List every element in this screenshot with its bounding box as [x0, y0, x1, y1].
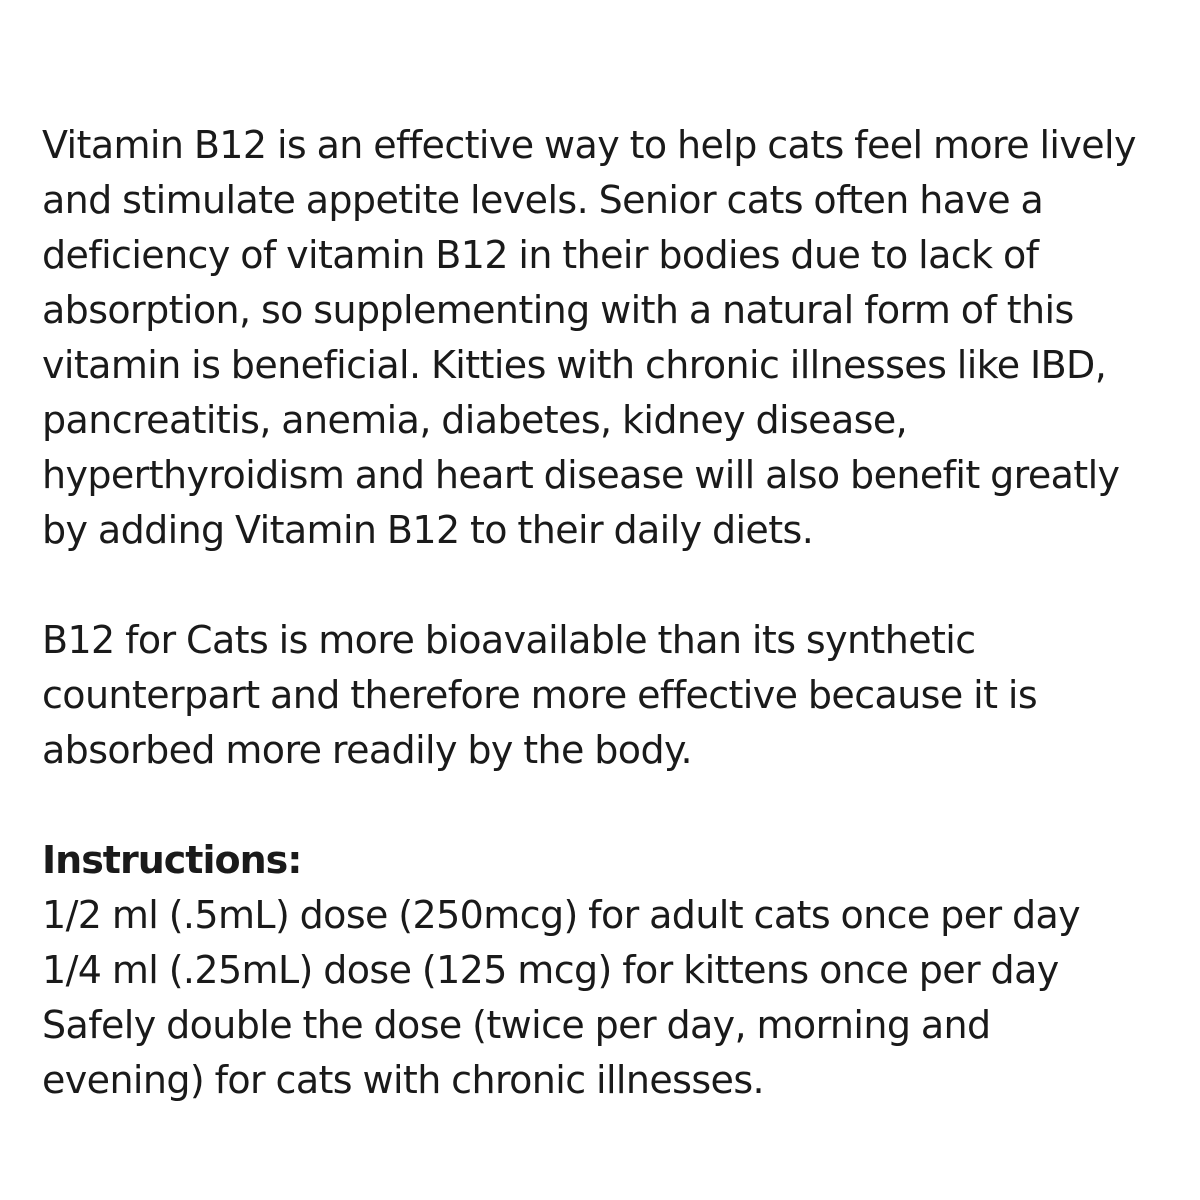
text-line: vitamin is beneficial. Kitties with chronic illnesses like IBD,	[42, 343, 1107, 387]
instruction-line: evening) for cats with chronic illnesses.	[42, 1058, 764, 1102]
text-line: pancreatitis, anemia, diabetes, kidney disease,	[42, 398, 908, 442]
document-body	[42, 118, 1182, 1108]
text-line: absorbed more readily by the body.	[42, 728, 692, 772]
text-line: B12 for Cats is more bioavailable than its synthetic	[42, 618, 976, 662]
paragraph-spacer	[42, 558, 1182, 613]
text-line: counterpart and therefore more effective because it is	[42, 673, 1038, 717]
text-line: by adding Vitamin B12 to their daily diets.	[42, 508, 814, 552]
text-line: and stimulate appetite levels. Senior cats often have a	[42, 178, 1044, 222]
text-line: hyperthyroidism and heart disease will also benefit greatly	[42, 453, 1120, 497]
paragraph-bioavailability	[42, 613, 1182, 778]
text-line: Vitamin B12 is an effective way to help cats feel more lively	[42, 123, 1136, 167]
text-line: deficiency of vitamin B12 in their bodies due to lack of	[42, 233, 1039, 277]
instruction-line: 1/4 ml (.25mL) dose (125 mcg) for kittens once per day	[42, 948, 1059, 992]
instructions-section	[42, 833, 1182, 1108]
paragraph-vitamin-b12-benefits	[42, 118, 1182, 558]
instructions-heading: Instructions:	[42, 838, 302, 882]
paragraph-spacer	[42, 778, 1182, 833]
text-line: absorption, so supplementing with a natural form of this	[42, 288, 1074, 332]
instruction-line: Safely double the dose (twice per day, morning and	[42, 1003, 991, 1047]
instruction-line: 1/2 ml (.5mL) dose (250mcg) for adult cats once per day	[42, 893, 1081, 937]
